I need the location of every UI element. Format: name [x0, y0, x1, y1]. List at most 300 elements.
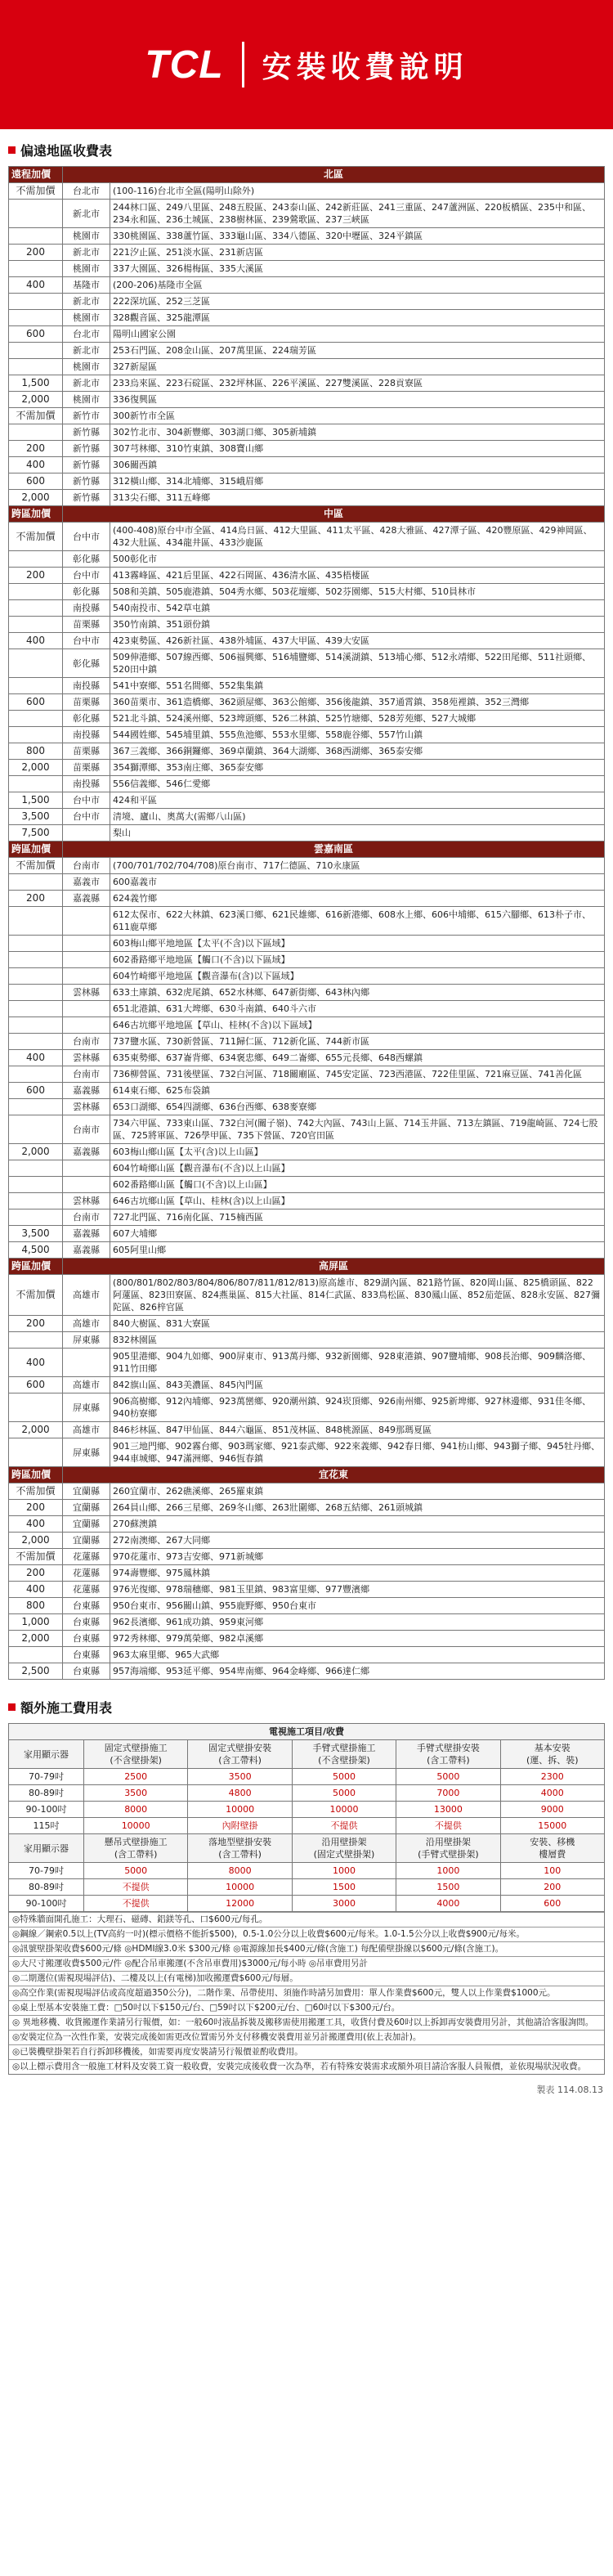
district-cell: 556信義鄉、546仁愛鄉 — [110, 776, 605, 792]
table-row — [9, 200, 605, 228]
table-row — [9, 1582, 605, 1598]
county-cell: 宜蘭縣 — [63, 1516, 110, 1533]
table-row — [9, 1565, 605, 1582]
region-header-row — [9, 506, 605, 523]
district-cell: 302竹北市、304新豐鄉、303湖口鄉、305新埔鎮 — [110, 424, 605, 441]
extra-cell: 70-79吋 — [9, 1863, 84, 1879]
county-cell: 苗栗縣 — [63, 694, 110, 711]
district-cell: 614東石鄉、625布袋鎮 — [110, 1083, 605, 1099]
section-remote-fee-title: 偏遠地區收費表 — [8, 141, 613, 159]
extra-cell: 3500 — [84, 1785, 188, 1802]
district-cell: 272南澳鄉、267大同鄉 — [110, 1533, 605, 1549]
surcharge-cell: 600 — [9, 694, 63, 711]
note-item: ◎訊號壁掛架收費$600元/條 ◎HDMI線3.0米 $300元/條 ◎電源線加長$400元/條(含施工) 每配備壁掛線以$600元/條(含施工)。 — [9, 1941, 604, 1956]
table-row — [9, 743, 605, 760]
district-cell: 梨山 — [110, 825, 605, 841]
table-row — [9, 359, 605, 375]
table-row — [9, 1500, 605, 1516]
district-cell: (700/701/702/704/708)原台南市、717仁德區、710永康區 — [110, 858, 605, 874]
extra-cell: 12000 — [188, 1896, 292, 1912]
district-cell: 陽明山國家公園 — [110, 326, 605, 343]
district-cell: 727北門區、716南化區、715楠西區 — [110, 1209, 605, 1226]
district-cell: 424和平區 — [110, 792, 605, 809]
surcharge-cell — [9, 228, 63, 245]
table-row — [9, 1349, 605, 1377]
district-cell: 327新屋區 — [110, 359, 605, 375]
table-row — [9, 711, 605, 727]
surcharge-cell — [9, 1438, 63, 1467]
table-row — [9, 1115, 605, 1144]
surcharge-cell: 200 — [9, 568, 63, 584]
table-row — [9, 245, 605, 261]
district-cell: 360苗栗市、361造橋鄉、362頭屋鄉、363公館鄉、356後龍鎮、357通霄鎮、358苑裡鎮、352三灣鄉 — [110, 694, 605, 711]
county-cell: 新竹縣 — [63, 473, 110, 490]
county-cell — [63, 1349, 110, 1377]
district-cell: 963太麻里鄉、965大武鄉 — [110, 1647, 605, 1663]
surcharge-cell: 400 — [9, 457, 63, 473]
table-row — [9, 1209, 605, 1226]
table-row — [9, 1438, 605, 1467]
surcharge-cell — [9, 985, 63, 1001]
district-cell: (800/801/802/803/804/806/807/811/812/813)原高雄市、829湖內區、821路竹區、820岡山區、825橋頭區、822阿蓮區、823田寮區、824燕巢區、815大社區、814仁武區、833鳥松區、830鳳山區、852茄萣區、828永安區、827彌陀區、826梓官區 — [110, 1275, 605, 1316]
extra-cell: 90-100吋 — [9, 1896, 84, 1912]
county-cell: 彰化縣 — [63, 649, 110, 678]
surcharge-cell — [9, 424, 63, 441]
extra-cell: 5000 — [292, 1769, 396, 1785]
extra-cell: 5000 — [396, 1769, 500, 1785]
county-cell: 台中市 — [63, 568, 110, 584]
table-row — [9, 649, 605, 678]
table-row — [9, 1034, 605, 1050]
extra-header-cell: 落地型壁掛安裝 (含工帶料) — [188, 1834, 292, 1863]
table-row — [9, 936, 605, 952]
district-cell: 413霧峰區、421后里區、422石岡區、436清水區、435梧棲區 — [110, 568, 605, 584]
county-cell — [63, 968, 110, 985]
district-cell: 651北港鎮、631大埤鄉、630斗南鎮、640斗六市 — [110, 1001, 605, 1017]
county-cell: 台中市 — [63, 523, 110, 551]
surcharge-cell: 200 — [9, 441, 63, 457]
region-header-row — [9, 1467, 605, 1483]
region-header-row — [9, 1259, 605, 1275]
table-row — [9, 343, 605, 359]
surcharge-cell: 7,500 — [9, 825, 63, 841]
surcharge-cell: 2,000 — [9, 1631, 63, 1647]
table-row — [9, 392, 605, 408]
extra-cell: 1500 — [396, 1879, 500, 1896]
district-cell: 509伸港鄉、507線西鄉、506福興鄉、516埔鹽鄉、514溪湖鎮、513埔心鄉、512永靖鄉、522田尾鄉、511社頭鄉、520田中鎮 — [110, 649, 605, 678]
extra-header-cell: 固定式壁掛施工 (不含壁掛架) — [84, 1740, 188, 1769]
county-cell: 桃園市 — [63, 228, 110, 245]
district-cell: 974壽豐鄉、975鳳林鎮 — [110, 1565, 605, 1582]
county-cell — [63, 1177, 110, 1193]
district-cell: (400-408)原台中市全區、414烏日區、412大里區、411太平區、428大雅區、427潭子區、420豐原區、429神岡區、432大肚區、434龍井區、433沙鹿區 — [110, 523, 605, 551]
region-surcharge-label: 跨區加價 — [9, 841, 63, 858]
extra-cell: 1500 — [292, 1879, 396, 1896]
district-cell: 603梅山鄉山區【太平(含)以上山區】 — [110, 1144, 605, 1160]
extra-cell: 15000 — [500, 1818, 604, 1834]
county-cell: 台南市 — [63, 1066, 110, 1083]
table-row — [9, 375, 605, 392]
county-cell: 苗栗縣 — [63, 617, 110, 633]
remote-fee-table — [8, 166, 605, 1680]
surcharge-cell: 1,500 — [9, 375, 63, 392]
table-row — [9, 1647, 605, 1663]
district-cell: 508和美鎮、505鹿港鎮、504秀水鄉、503花壇鄉、502芬園鄉、515大村鄉、510員林市 — [110, 584, 605, 600]
table-row — [9, 424, 605, 441]
extra-cell: 4800 — [188, 1785, 292, 1802]
county-cell: 桃園市 — [63, 261, 110, 277]
county-cell: 台中市 — [63, 809, 110, 825]
district-cell: 970花蓮市、973吉安鄉、971新城鄉 — [110, 1549, 605, 1565]
extra-header-cell: 沿用壁掛架 (固定式壁掛架) — [292, 1834, 396, 1863]
county-cell: 屏東縣 — [63, 1332, 110, 1349]
surcharge-cell — [9, 1099, 63, 1115]
surcharge-cell — [9, 1177, 63, 1193]
district-cell: 423東勢區、426新社區、438外埔區、437大甲區、439大安區 — [110, 633, 605, 649]
county-cell: 雲林縣 — [63, 1193, 110, 1209]
table-row — [9, 551, 605, 568]
county-cell: 新北市 — [63, 294, 110, 310]
district-cell: 300新竹市全區 — [110, 408, 605, 424]
county-cell: 高雄市 — [63, 1275, 110, 1316]
table-row — [9, 1316, 605, 1332]
county-cell: 台中市 — [63, 633, 110, 649]
extra-cell: 8000 — [84, 1802, 188, 1818]
tcl-logo: TCL — [145, 43, 224, 87]
table-row — [9, 968, 605, 985]
district-cell: 957海端鄉、953延平鄉、954卑南鄉、964金峰鄉、966達仁鄉 — [110, 1663, 605, 1680]
county-cell: 屏東縣 — [63, 1393, 110, 1422]
county-cell: 新竹縣 — [63, 490, 110, 506]
county-cell: 基隆市 — [63, 277, 110, 294]
county-cell: 新北市 — [63, 375, 110, 392]
table-row — [9, 1226, 605, 1242]
surcharge-cell: 2,000 — [9, 490, 63, 506]
surcharge-cell — [9, 1066, 63, 1083]
extra-cell: 3500 — [188, 1769, 292, 1785]
district-cell: 500彰化市 — [110, 551, 605, 568]
extra-row — [9, 1818, 605, 1834]
district-cell: 950台東市、956關山鎮、955鹿野鄉、950台東市 — [110, 1598, 605, 1614]
table-row — [9, 408, 605, 424]
surcharge-cell — [9, 584, 63, 600]
header-divider — [242, 42, 244, 88]
county-cell: 花蓮縣 — [63, 1549, 110, 1565]
region-surcharge-label: 跨區加價 — [9, 506, 63, 523]
table-row — [9, 907, 605, 936]
county-cell: 新竹縣 — [63, 424, 110, 441]
surcharge-cell — [9, 968, 63, 985]
county-cell: 台東縣 — [63, 1631, 110, 1647]
extra-cell: 2500 — [84, 1769, 188, 1785]
district-cell: 905里港鄉、904九如鄉、900屏東市、913萬丹鄉、932新園鄉、928東港鎮、907鹽埔鄉、908長治鄉、909麟洛鄉、911竹田鄉 — [110, 1349, 605, 1377]
surcharge-cell: 1,500 — [9, 792, 63, 809]
extra-cell: 80-89吋 — [9, 1879, 84, 1896]
county-cell: 台中市 — [63, 792, 110, 809]
district-cell: 624義竹鄉 — [110, 891, 605, 907]
region-surcharge-label: 遠程加價 — [9, 167, 63, 183]
extra-cell: 4000 — [500, 1785, 604, 1802]
surcharge-cell: 200 — [9, 1316, 63, 1332]
table-row — [9, 228, 605, 245]
table-row — [9, 1193, 605, 1209]
extra-cell: 600 — [500, 1896, 604, 1912]
surcharge-cell: 不需加價 — [9, 858, 63, 874]
county-cell: 新竹市 — [63, 408, 110, 424]
district-cell: 734六甲區、733東山區、732白河(關子嶺)、742大內區、743山上區、714玉井區、713左鎮區、719龍崎區、724七股區、725將軍區、726學甲區、735下營區、720官田區 — [110, 1115, 605, 1144]
footer-date: 製表 114.08.13 — [536, 2085, 603, 2095]
county-cell — [63, 1001, 110, 1017]
surcharge-cell: 800 — [9, 743, 63, 760]
extra-fee-table-wrapper — [8, 1723, 605, 2075]
surcharge-cell: 2,500 — [9, 1663, 63, 1680]
county-cell: 南投縣 — [63, 776, 110, 792]
district-cell: 540南投市、542草屯鎮 — [110, 600, 605, 617]
surcharge-cell — [9, 294, 63, 310]
surcharge-cell: 400 — [9, 633, 63, 649]
table-row — [9, 952, 605, 968]
district-cell: 605阿里山鄉 — [110, 1242, 605, 1259]
district-cell: 603梅山鄉平地地區【太平(不含)以下區域】 — [110, 936, 605, 952]
region-name: 中區 — [63, 506, 605, 523]
surcharge-cell — [9, 600, 63, 617]
table-row — [9, 523, 605, 551]
district-cell: 521北斗鎮、524溪州鄉、523埤頭鄉、526二林鎮、525竹塘鄉、528芳苑鄉、527大城鄉 — [110, 711, 605, 727]
surcharge-cell — [9, 1034, 63, 1050]
county-cell: 宜蘭縣 — [63, 1483, 110, 1500]
extra-caption-row — [9, 1724, 605, 1740]
county-cell: 宜蘭縣 — [63, 1500, 110, 1516]
extra-row — [9, 1896, 605, 1912]
region-name: 高屏區 — [63, 1259, 605, 1275]
surcharge-cell: 4,500 — [9, 1242, 63, 1259]
table-row — [9, 874, 605, 891]
surcharge-cell: 400 — [9, 1516, 63, 1533]
extra-cell: 9000 — [500, 1802, 604, 1818]
district-cell: 541中寮鄉、551名間鄉、552集集鎮 — [110, 678, 605, 694]
district-cell: 307芎林鄉、310竹東鎮、308寶山鄉 — [110, 441, 605, 457]
extra-row — [9, 1769, 605, 1785]
county-cell: 台東縣 — [63, 1647, 110, 1663]
table-row — [9, 858, 605, 874]
district-cell: 337大園區、326楊梅區、335大溪區 — [110, 261, 605, 277]
county-cell: 高雄市 — [63, 1377, 110, 1393]
extra-cell: 7000 — [396, 1785, 500, 1802]
extra-cell: 4000 — [396, 1896, 500, 1912]
surcharge-cell — [9, 617, 63, 633]
surcharge-cell: 2,000 — [9, 760, 63, 776]
district-cell: 221汐止區、251淡水區、231新店區 — [110, 245, 605, 261]
county-cell: 嘉義縣 — [63, 891, 110, 907]
county-cell — [63, 825, 110, 841]
note-item: ◎特殊牆面開孔施工：大理石、磁磚、鋁鎂等孔、口$600元/每孔。 — [9, 1912, 604, 1927]
table-row — [9, 1483, 605, 1500]
extra-cell: 1000 — [396, 1863, 500, 1879]
county-cell — [63, 907, 110, 936]
region-header-row — [9, 841, 605, 858]
surcharge-cell: 1,000 — [9, 1614, 63, 1631]
surcharge-cell — [9, 907, 63, 936]
table-row — [9, 985, 605, 1001]
extra-row — [9, 1863, 605, 1879]
table-row — [9, 1422, 605, 1438]
district-cell: 976光復鄉、978瑞穗鄉、981玉里鎮、983富里鄉、977豐濱鄉 — [110, 1582, 605, 1598]
extra-cell: 10000 — [188, 1802, 292, 1818]
county-cell: 雲林縣 — [63, 985, 110, 1001]
extra-header-cell: 安裝、移機 樓層費 — [500, 1834, 604, 1863]
extra-header-cell: 固定式壁掛安裝 (含工帶料) — [188, 1740, 292, 1769]
extra-cell: 2300 — [500, 1769, 604, 1785]
district-cell: 846杉林區、847甲仙區、844六龜區、851茂林區、848桃源區、849那瑪夏區 — [110, 1422, 605, 1438]
county-cell: 台東縣 — [63, 1663, 110, 1680]
district-cell: 244林口區、249八里區、248五股區、243泰山區、242新莊區、241三重區、247蘆洲區、220板橋區、235中和區、234永和區、236土城區、238樹林區、239鶯歌區、237三峽區 — [110, 200, 605, 228]
note-item: ◎安裝定位為一次性作業，安裝完成後如需更改位置需另外支付移機安裝費用並另計搬運費用(依上表加計)。 — [9, 2030, 604, 2044]
county-cell: 台東縣 — [63, 1614, 110, 1631]
county-cell: 屏東縣 — [63, 1438, 110, 1467]
district-cell: 253石門區、208金山區、207萬里區、224瑞芳區 — [110, 343, 605, 359]
extra-cell: 10000 — [188, 1879, 292, 1896]
table-row — [9, 310, 605, 326]
county-cell: 苗栗縣 — [63, 760, 110, 776]
district-cell: 635東勢鄉、637崙背鄉、634褒忠鄉、649二崙鄉、655元長鄉、648西螺鎮 — [110, 1050, 605, 1066]
table-row — [9, 809, 605, 825]
surcharge-cell: 400 — [9, 1582, 63, 1598]
district-cell: 633土庫鎮、632虎尾鎮、652水林鄉、647新街鄉、643林內鄉 — [110, 985, 605, 1001]
surcharge-cell — [9, 1193, 63, 1209]
extra-cell: 不提供 — [84, 1896, 188, 1912]
table-row — [9, 1533, 605, 1549]
county-cell: 新北市 — [63, 343, 110, 359]
surcharge-cell: 不需加價 — [9, 1483, 63, 1500]
surcharge-cell: 400 — [9, 277, 63, 294]
table-row — [9, 1377, 605, 1393]
district-cell: 306關西鎮 — [110, 457, 605, 473]
district-cell: 336復興區 — [110, 392, 605, 408]
extra-header-cell: 懸吊式壁掛施工 (含工帶料) — [84, 1834, 188, 1863]
county-cell: 高雄市 — [63, 1316, 110, 1332]
extra-header-cell: 基本安裝 (運、拆、裝) — [500, 1740, 604, 1769]
surcharge-cell: 600 — [9, 473, 63, 490]
table-row — [9, 1001, 605, 1017]
surcharge-cell: 2,000 — [9, 1533, 63, 1549]
extra-header-cell: 家用顯示器 — [9, 1740, 84, 1769]
county-cell: 彰化縣 — [63, 711, 110, 727]
table-row — [9, 1050, 605, 1066]
table-row — [9, 1144, 605, 1160]
surcharge-cell — [9, 1001, 63, 1017]
remote-fee-table-wrapper — [8, 166, 605, 1680]
note-item: ◎大尺寸搬運收費$500元/件 ◎配合吊車搬運(不含吊車費用)$3000元/每小時 ◎吊車費用另計 — [9, 1956, 604, 1971]
extra-cell: 115吋 — [9, 1818, 84, 1834]
surcharge-cell: 2,000 — [9, 392, 63, 408]
table-row — [9, 1663, 605, 1680]
county-cell: 台東縣 — [63, 1598, 110, 1614]
surcharge-cell — [9, 1209, 63, 1226]
table-row — [9, 1332, 605, 1349]
district-cell: 260宜蘭市、262礁溪鄉、265羅東鎮 — [110, 1483, 605, 1500]
surcharge-cell — [9, 1332, 63, 1349]
county-cell: 南投縣 — [63, 600, 110, 617]
table-row — [9, 600, 605, 617]
table-row — [9, 1516, 605, 1533]
table-row — [9, 727, 605, 743]
table-row — [9, 326, 605, 343]
table-row — [9, 1275, 605, 1316]
extra-row — [9, 1802, 605, 1818]
county-cell — [63, 1160, 110, 1177]
note-item: ◎鋼線／鋼索0.5以上(TV高約一吋)(標示價格不能折$500)，0.5-1.0公分以上收費$600元/每米。1.0-1.5公分以上收費$900元/每米。 — [9, 1927, 604, 1941]
district-cell: 602番路鄉平地地區【觸口(不含)以下區域】 — [110, 952, 605, 968]
county-cell: 台南市 — [63, 1209, 110, 1226]
surcharge-cell — [9, 343, 63, 359]
bullet-icon — [8, 146, 16, 154]
surcharge-cell — [9, 874, 63, 891]
county-cell: 嘉義縣 — [63, 1242, 110, 1259]
surcharge-cell: 3,500 — [9, 809, 63, 825]
county-cell — [63, 1017, 110, 1034]
district-cell: 840大樹區、831大寮區 — [110, 1316, 605, 1332]
district-cell: (100-116)台北市全區(陽明山除外) — [110, 183, 605, 200]
surcharge-cell: 不需加價 — [9, 1275, 63, 1316]
extra-fee-table — [8, 1723, 605, 1912]
note-item: ◎二期選位(需視現場評估)、二樓及以上(有電梯)加收搬運費$600元/每層。 — [9, 1971, 604, 1986]
district-cell: 544國姓鄉、545埔里鎮、555魚池鄉、553水里鄉、558鹿谷鄉、557竹山鎮 — [110, 727, 605, 743]
extra-header-cell: 手臂式壁掛安裝 (含工帶料) — [396, 1740, 500, 1769]
surcharge-cell — [9, 310, 63, 326]
note-item: ◎已裝機壁掛架若自行拆卸移機後，如需要再度安裝請另行報價並酌收費用。 — [9, 2044, 604, 2059]
extra-cell: 10000 — [292, 1802, 396, 1818]
table-row — [9, 1017, 605, 1034]
county-cell: 台北市 — [63, 183, 110, 200]
extra-cell: 8000 — [188, 1863, 292, 1879]
surcharge-cell: 400 — [9, 1050, 63, 1066]
county-cell: 嘉義縣 — [63, 1226, 110, 1242]
county-cell: 花蓮縣 — [63, 1565, 110, 1582]
extra-cell: 13000 — [396, 1802, 500, 1818]
surcharge-cell — [9, 1115, 63, 1144]
surcharge-cell — [9, 359, 63, 375]
table-row — [9, 1393, 605, 1422]
district-cell: 600嘉義市 — [110, 874, 605, 891]
table-row — [9, 1614, 605, 1631]
district-cell: 604竹崎鄉山區【觀音瀑布(不含)以上山區】 — [110, 1160, 605, 1177]
table-row — [9, 183, 605, 200]
notes-list — [8, 1912, 605, 2075]
district-cell: 972秀林鄉、979萬榮鄉、982卓溪鄉 — [110, 1631, 605, 1647]
surcharge-cell: 2,000 — [9, 1422, 63, 1438]
surcharge-cell — [9, 776, 63, 792]
district-cell: 646古坑鄉山區【草山、桂林(含)以上山區】 — [110, 1193, 605, 1209]
note-item: ◎ 異地移機、收貨搬運作業請另行報價，如：一般60吋液晶拆裝及搬移需使用搬運工具，收貨付費及60吋以上拆卸再安裝費用另計，其他請洽客服詢問。 — [9, 2015, 604, 2030]
surcharge-cell — [9, 200, 63, 228]
table-row — [9, 1242, 605, 1259]
district-cell: 653口湖鄉、654四湖鄉、636台西鄉、638麥寮鄉 — [110, 1099, 605, 1115]
district-cell: 832林園區 — [110, 1332, 605, 1349]
county-cell: 南投縣 — [63, 727, 110, 743]
surcharge-cell: 不需加價 — [9, 408, 63, 424]
surcharge-cell — [9, 711, 63, 727]
extra-cell: 90-100吋 — [9, 1802, 84, 1818]
surcharge-cell — [9, 678, 63, 694]
table-row — [9, 694, 605, 711]
county-cell: 新北市 — [63, 200, 110, 228]
table-row — [9, 776, 605, 792]
table-row — [9, 1631, 605, 1647]
county-cell: 高雄市 — [63, 1422, 110, 1438]
district-cell: (200-206)基隆市全區 — [110, 277, 605, 294]
county-cell: 台南市 — [63, 1034, 110, 1050]
district-cell: 264員山鄉、266三星鄉、269冬山鄉、263壯圍鄉、268五結鄉、261頭城鎮 — [110, 1500, 605, 1516]
